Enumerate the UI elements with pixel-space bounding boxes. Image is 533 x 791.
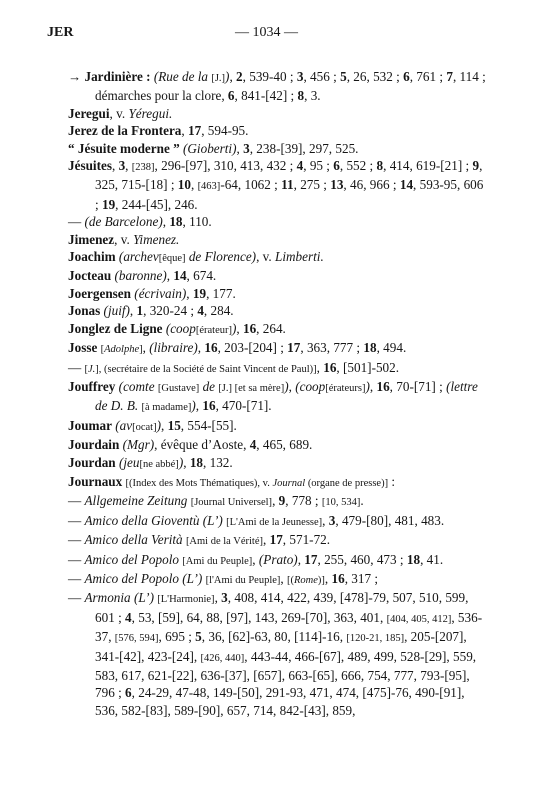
entry-text: [érateur] <box>195 324 232 336</box>
entry-text: , <box>111 158 119 174</box>
entry-term: Jimenez <box>68 231 115 247</box>
entry-text: , 255, 460, 473 ; <box>317 551 407 567</box>
entry-text: , 320-24 ; <box>143 303 198 319</box>
entry-text: de <box>199 378 219 394</box>
entry-term: 19 <box>192 285 207 301</box>
entry-text: , 70-[71] ; <box>389 378 447 394</box>
entry-term: 5 <box>340 69 347 84</box>
entry-term: 7 <box>446 69 453 84</box>
entry-text: , 325, 715-[18] ; <box>95 158 483 193</box>
entry-term: “ Jésuite moderne ” <box>68 140 180 156</box>
entry-text: , 296-[97], 310, 413, 432 ; <box>154 158 297 174</box>
entry-text: , 275 ; <box>293 177 331 193</box>
entry-text: , 177. <box>206 285 236 301</box>
entry-text: (av <box>115 417 133 433</box>
entry-term: 3 <box>221 590 228 606</box>
entry-text: , 244-[45], 246. <box>115 196 198 212</box>
entry-term: 16 <box>204 340 218 356</box>
running-header <box>0 25 533 45</box>
entry-text: — <box>68 359 85 375</box>
entry-text: . <box>360 493 364 509</box>
entry-term: 16 <box>376 378 390 394</box>
entry-text: , 95 ; <box>303 158 334 174</box>
entry-text: -64, 1062 ; <box>220 177 282 193</box>
entry-text: (Gioberti) <box>183 140 237 156</box>
entry-text: , 443-44, 466-[67], 489, 499, 528-[29], 559, 583, 617, 621-[22], 636-[37], [657], 663-[65], 666, 754, 777, 793-[95], 796 ; <box>95 648 477 701</box>
entry-text: [576, 594] <box>114 633 159 645</box>
entry-text: )] <box>317 574 325 586</box>
entry-text: , <box>272 493 279 509</box>
index-entry <box>68 492 488 511</box>
entry-text: [10, 534] <box>321 497 361 509</box>
entry-text: ) <box>178 454 184 470</box>
entry-text: [404, 405, 412] <box>386 613 452 625</box>
entry-text: , <box>162 214 170 230</box>
entry-text: , 110. <box>182 214 212 230</box>
index-entry <box>68 213 488 230</box>
entry-text: , 536-37, <box>95 609 483 645</box>
entry-text: , <box>316 359 324 375</box>
index-entry <box>68 551 488 570</box>
entry-term: 14 <box>173 268 187 284</box>
entry-term: Journaux <box>68 473 123 489</box>
entry-term: 9 <box>278 493 286 509</box>
entry-term: 8 <box>376 158 384 174</box>
entry-text: , 41. <box>420 551 444 567</box>
entry-term: 10 <box>177 177 191 193</box>
entry-term: Josse <box>68 340 98 356</box>
entry-term: Jocteau <box>68 268 112 284</box>
entry-text: [ <box>84 363 88 375</box>
index-entry <box>68 378 488 417</box>
entry-term: Jourdain <box>68 437 120 453</box>
header-section-label: JER <box>47 25 74 40</box>
entry-text: [J.] [et sa mère] <box>218 382 285 394</box>
entry-text: J. <box>87 363 96 375</box>
entry-text: , 46, 966 ; <box>343 177 400 193</box>
index-entry <box>68 157 488 213</box>
index-entry <box>68 512 488 531</box>
entry-term: 3 <box>243 140 250 156</box>
entry-text: , 593-95, 606 ; <box>95 177 484 212</box>
page-number: — 1034 — <box>235 25 298 40</box>
entry-text: , 778 ; <box>285 493 322 509</box>
index-entries <box>68 68 488 719</box>
entry-text: (Rue de la <box>150 69 212 84</box>
entry-term: 11 <box>281 177 294 193</box>
entry-text: , v. <box>109 105 129 121</box>
entry-text: , 363, 777 ; <box>300 340 364 356</box>
index-entry <box>68 570 488 589</box>
entry-term: 3 <box>118 158 126 174</box>
entry-text: (Mgr) <box>122 437 155 453</box>
entry-text: , <box>324 570 332 586</box>
entry-text: ) <box>191 398 196 414</box>
entry-text: — <box>68 532 85 548</box>
entry-text: , 594-95. <box>201 123 249 139</box>
entry-text: (juif) <box>103 303 130 319</box>
entry-text: , 695 ; <box>158 629 196 645</box>
entry-text: , <box>229 69 237 84</box>
entry-text: [érateurs] <box>325 382 366 394</box>
entry-text: Yéregui. <box>128 105 173 121</box>
entry-text: (jeu <box>118 454 140 470</box>
index-entry <box>68 285 488 302</box>
entry-text: (comte <box>118 378 158 394</box>
entry-text: (archev <box>118 249 159 265</box>
entry-term: Jésuites <box>68 158 112 174</box>
index-entry <box>68 454 488 473</box>
entry-text: , <box>236 140 244 156</box>
entry-text: , 470-[71]. <box>215 398 272 414</box>
entry-term: Joergensen <box>68 285 131 301</box>
entry-term: 4 <box>296 158 304 174</box>
entry-term: 16 <box>331 570 345 586</box>
entry-text: (Prato) <box>258 551 298 567</box>
entry-term: → Jardinière : <box>68 69 151 84</box>
entry-text: , <box>252 551 259 567</box>
entry-term: 14 <box>399 177 414 193</box>
entry-term: 16 <box>242 320 257 336</box>
entry-term: Jonas <box>68 303 101 319</box>
entry-text: , 571-72. <box>282 532 331 548</box>
entry-text: , <box>166 268 174 284</box>
entry-text: , 408, 414, 422, 439, [478]-79, 507, 510, 599, 601 ; <box>95 590 469 625</box>
entry-term: Jouffrey <box>68 378 116 394</box>
entry-text: , 674. <box>186 268 217 284</box>
entry-term: 4 <box>125 609 132 625</box>
entry-text: (libraire) <box>149 340 198 356</box>
entry-text: (lettre de D. B. <box>95 378 478 414</box>
entry-text: [Journal Universel] <box>190 497 273 509</box>
entry-text: — <box>68 551 85 567</box>
entry-text: [L'Ami de la Jeunesse] <box>226 516 323 528</box>
entry-text: , <box>197 340 205 356</box>
index-entry <box>68 473 488 492</box>
entry-term: 5 <box>195 629 202 645</box>
entry-text: , v. <box>256 249 276 265</box>
entry-text: Amico della Gioventù (L’) <box>84 512 223 528</box>
entry-term: 18 <box>189 454 203 470</box>
entry-text: Adolphe <box>104 344 140 356</box>
entry-term: 13 <box>330 177 344 193</box>
entry-text: , 479-[80], 481, 483. <box>335 512 445 528</box>
entry-term: Jonglez de Ligne <box>68 320 163 336</box>
entry-term: 3 <box>328 512 336 528</box>
entry-term: Joumar <box>68 417 112 433</box>
entry-text: , 26, 532 ; <box>346 69 404 84</box>
entry-text: Journal <box>272 477 306 489</box>
entry-text: , v. <box>114 231 134 247</box>
entry-text: , <box>288 378 296 394</box>
entry-term: 17 <box>269 532 283 548</box>
entry-term: 17 <box>188 123 202 139</box>
entry-text: [L'Harmonie] <box>157 594 215 606</box>
entry-term: 6 <box>125 685 132 701</box>
entry-text: , <box>369 378 377 394</box>
entry-text: , 465, 689. <box>256 437 313 453</box>
index-entry <box>68 320 488 339</box>
entry-text: Allgemeine Zeitung <box>84 493 188 509</box>
index-entry <box>68 589 488 719</box>
entry-text: [ne abbé] <box>139 458 179 470</box>
index-entry <box>68 302 488 319</box>
entry-text: , [501]-502. <box>336 359 400 375</box>
entry-term: 6 <box>333 158 340 174</box>
entry-text: ) <box>225 69 230 84</box>
entry-text: , 238-[39], 297, 525. <box>249 140 359 156</box>
entry-term: Jerez de la Frontera <box>68 123 182 139</box>
entry-text: , 554-[55]. <box>180 417 237 433</box>
entry-term: 4 <box>197 303 204 319</box>
entry-text: , 264. <box>256 320 286 336</box>
entry-text: [êque] <box>158 253 186 265</box>
index-entry <box>68 140 488 157</box>
entry-text: [Ami de la Vérité] <box>185 536 264 548</box>
index-entry <box>68 105 488 122</box>
entry-text: [J.] <box>211 73 226 84</box>
entry-term: 17 <box>287 340 301 356</box>
entry-text: , évêque d’Aoste, <box>154 437 250 453</box>
entry-term: 4 <box>249 437 257 453</box>
entry-text: de Florence) <box>185 249 257 265</box>
entry-text: , 284. <box>203 303 234 319</box>
index-entry <box>68 531 488 550</box>
entry-text: , <box>322 512 329 528</box>
entry-term: 16 <box>202 398 216 414</box>
entry-text: , <box>297 551 305 567</box>
entry-term: 9 <box>472 158 480 174</box>
index-entry <box>68 68 488 105</box>
entry-text: [à madame] <box>141 402 192 414</box>
entry-text: Limberti. <box>275 249 324 265</box>
entry-text: , 205-[207], 341-[42], 423-[24], <box>95 629 467 664</box>
entry-text: (coop <box>165 320 196 336</box>
entry-text: Amico della Verità <box>84 532 183 548</box>
entry-text: , <box>186 285 193 301</box>
entry-text: Amico del Popolo <box>84 551 179 567</box>
entry-text: , 552 ; <box>339 158 377 174</box>
index-entry <box>68 248 488 267</box>
entry-text: [( <box>287 574 294 586</box>
index-entry <box>68 339 488 358</box>
entry-text: [Ami du Peuple] <box>182 555 253 567</box>
entry-text: ) <box>231 320 237 336</box>
entry-text: , <box>129 303 137 319</box>
entry-text: , <box>125 158 132 174</box>
index-entry <box>68 436 488 453</box>
entry-text: , 761 ; <box>409 69 447 84</box>
entry-text: , <box>280 570 287 586</box>
entry-text: Rome <box>294 574 318 586</box>
entry-term: 2 <box>236 69 243 84</box>
entry-text: [Gustave] <box>157 382 200 394</box>
entry-term: 16 <box>323 359 337 375</box>
entry-text: , <box>190 177 198 193</box>
entry-term: 1 <box>136 303 144 319</box>
entry-text: (organe de presse)] <box>305 477 389 489</box>
index-entry <box>68 417 488 436</box>
entry-text: Yimenez. <box>133 231 180 247</box>
entry-text: — <box>68 214 85 230</box>
entry-text: ) <box>365 378 370 394</box>
entry-term: 15 <box>167 417 181 433</box>
entry-text: [ <box>100 344 105 356</box>
entry-text: — <box>68 493 85 509</box>
entry-text: Amico del Popolo (L’) <box>84 570 203 586</box>
entry-text: (coop <box>295 378 326 394</box>
entry-term: 17 <box>304 551 318 567</box>
entry-term: Jourdan <box>68 454 116 470</box>
entry-text: : <box>388 473 396 489</box>
entry-text: (baronne) <box>114 268 167 284</box>
entry-text: [ocat] <box>132 421 157 433</box>
entry-term: 3 <box>296 69 304 84</box>
entry-text: — <box>68 590 85 606</box>
index-entry <box>68 359 488 378</box>
entry-text: (de Barcelone) <box>84 214 163 230</box>
entry-text: [120-21, 185] <box>346 633 405 645</box>
entry-text: (écrivain) <box>134 285 187 301</box>
entry-text: , 456 ; <box>303 69 341 84</box>
entry-text: [(Index des Mots Thématiques), v. <box>125 477 273 489</box>
entry-text: , 203-[204] ; <box>217 340 288 356</box>
entry-term: 18 <box>363 340 377 356</box>
entry-term: 18 <box>169 214 183 230</box>
entry-term: 6 <box>403 69 410 84</box>
index-entry <box>68 267 488 284</box>
entry-term: 19 <box>101 196 116 212</box>
entry-term: Jeregui <box>68 105 110 121</box>
entry-term: 18 <box>406 551 421 567</box>
entry-text: , 36, [62]-63, 80, [114]-16, <box>201 629 347 645</box>
entry-text: , <box>183 454 190 470</box>
entry-term: Joachim <box>68 249 116 265</box>
entry-text: , <box>181 123 188 139</box>
entry-text: ) <box>156 417 161 433</box>
entry-text: , 24-29, 47-48, 149-[50], 291-93, 471, 474, [475]-76, 490-[91], 536, 582-[83], 589-[90], 657, 714, 842-[43], 859, <box>95 685 465 718</box>
entry-text: — <box>68 512 85 528</box>
entry-text: ], (secrétaire de la Société de Saint Vincent de Paul)] <box>95 363 317 375</box>
entry-text: ] <box>139 344 143 356</box>
entry-text: Armonia (L’) <box>84 590 154 606</box>
entry-text: , 414, 619-[21] ; <box>383 158 473 174</box>
entry-text: [426, 440] <box>200 652 245 664</box>
entry-text: , 53, [59], 64, 88, [97], 143, 269-[70], 363, 401, <box>131 609 387 625</box>
entry-text: , 317 ; <box>344 570 379 586</box>
entry-term: 8 <box>297 88 305 104</box>
entry-text: , <box>195 398 203 414</box>
entry-text: , 539-40 ; <box>242 69 297 84</box>
entry-text: ) <box>284 378 289 394</box>
entry-text: — <box>68 570 85 586</box>
entry-text: , 114 ; démarches pour la clore, <box>95 69 486 104</box>
entry-text: , <box>236 320 243 336</box>
entry-text: [463] <box>197 181 221 193</box>
entry-term: 6 <box>227 88 235 104</box>
entry-text: , <box>142 340 150 356</box>
entry-text: , <box>214 590 222 606</box>
entry-text: , 494. <box>376 340 407 356</box>
entry-text: [l'Ami du Peuple] <box>205 574 281 586</box>
index-entry <box>68 231 488 248</box>
entry-text: , 841-[42] ; <box>234 88 298 104</box>
entry-text: , 132. <box>203 454 233 470</box>
entry-text: , <box>161 417 168 433</box>
entry-text: , 3. <box>304 88 321 104</box>
entry-text: [238] <box>131 162 155 174</box>
index-entry <box>68 122 488 139</box>
entry-text: , <box>263 532 270 548</box>
